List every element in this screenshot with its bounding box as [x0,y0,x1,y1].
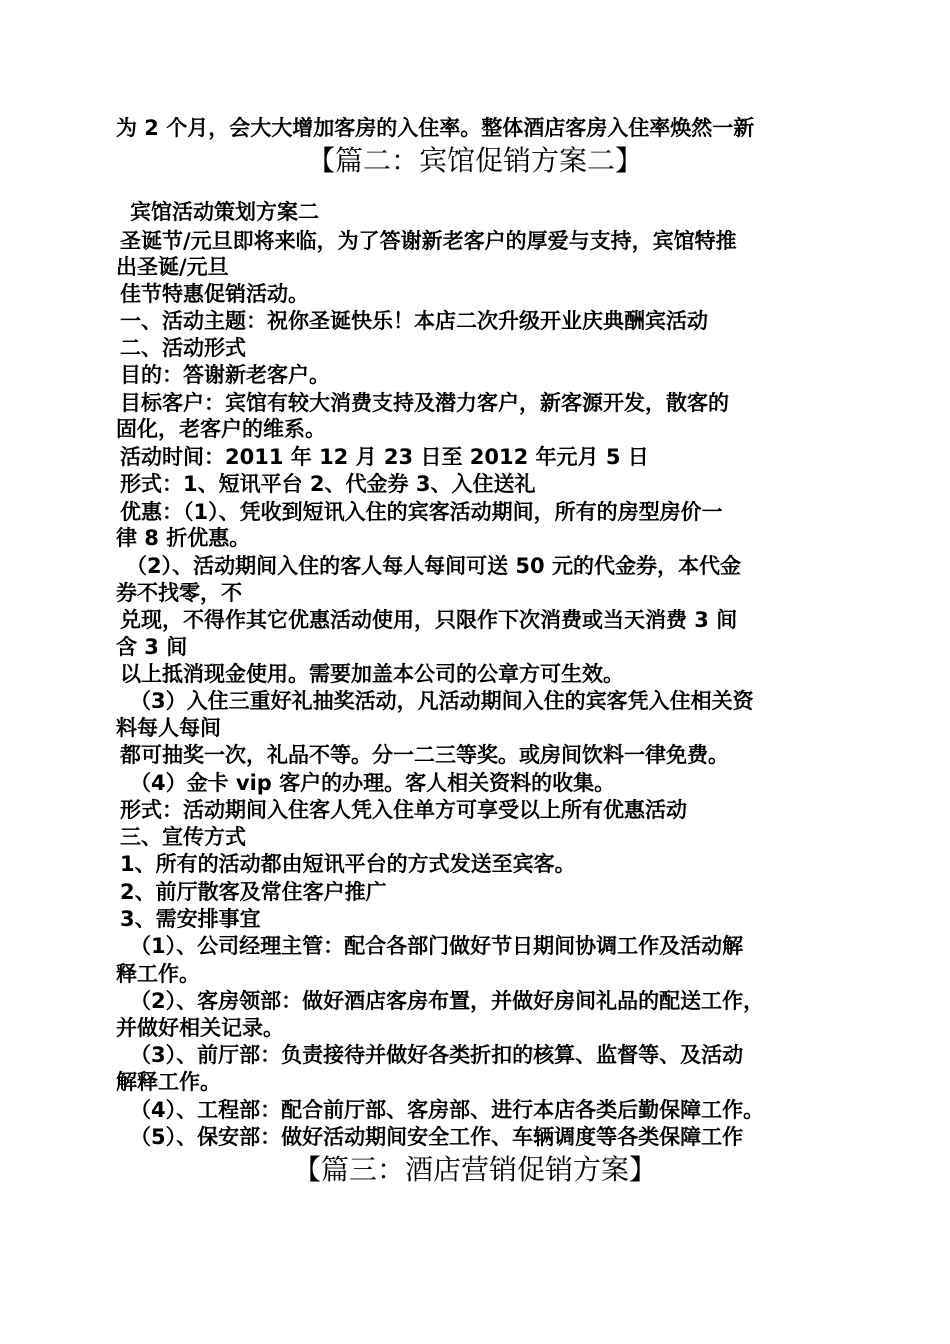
text-line: 2、前厅散客及常住客户推广 [120,880,387,904]
text-line: 固化，老客户的维系。 [116,417,326,441]
section-heading-2: 【篇二：宾馆促销方案二】 [306,144,643,177]
text-line: （2）、活动期间入住的客人每人每间可送 50 元的代金券，本代金 [126,554,741,578]
text-line: （1）、公司经理主管：配合各部门做好节日期间协调工作及活动解 [130,934,744,958]
text-line: 目标客户：宾馆有较大消费支持及潜力客户，新客源开发，散客的 [120,391,729,415]
text-line: 含 3 间 [116,635,188,659]
text-line: 并做好相关记录。 [116,1016,284,1040]
section-heading-3: 【篇三：酒店营销促销方案】 [292,1153,657,1186]
text-line: 券不找零，不 [116,581,242,605]
text-line: 3、需安排事宜 [120,907,261,931]
text-line: 出圣诞/元旦 [116,255,229,279]
text-line: 解释工作。 [116,1070,221,1094]
text-line: 1、所有的活动都由短讯平台的方式发送至宾客。 [120,852,576,876]
text-line: 料每人每间 [116,716,221,740]
text-line: 二、活动形式 [120,336,246,360]
text-line: 佳节特惠促销活动。 [120,282,309,306]
text-line: 形式：活动期间入住客人凭入住单方可享受以上所有优惠活动 [120,798,687,822]
text-line: 以上抵消现金使用。需要加盖本公司的公章方可生效。 [120,662,624,686]
text-line: （4）、工程部：配合前厅部、客房部、进行本店各类后勤保障工作。 [130,1098,765,1122]
text-line: 优惠：（1）、凭收到短讯入住的宾客活动期间，所有的房型房价一 [120,500,723,524]
text-line: （3）入住三重好礼抽奖活动，凡活动期间入住的宾客凭入住相关资 [130,689,754,713]
text-line: 为 2 个月，会大大增加客房的入住率。整体酒店客房入住率焕然一新 [116,116,755,140]
text-line: 圣诞节/元旦即将来临，为了答谢新老客户的厚爱与支持，宾馆特推 [120,229,737,253]
text-line: （5）、保安部：做好活动期间安全工作、车辆调度等各类保障工作 [130,1125,744,1149]
text-line: 目的：答谢新老客户。 [120,363,330,387]
text-line: 一、活动主题：祝你圣诞快乐！本店二次升级开业庆典酬宾活动 [120,309,708,333]
text-line: 活动时间：2011 年 12 月 23 日至 2012 年元月 5 日 [120,445,649,469]
text-line: 律 8 折优惠。 [116,526,251,550]
text-line: 三、宣传方式 [120,825,246,849]
text-line: 兑现，不得作其它优惠活动使用，只限作下次消费或当天消费 3 间 [120,608,738,632]
text-line: 释工作。 [116,962,200,986]
text-line: （2）、客房领部：做好酒店客房布置，并做好房间礼品的配送工作， [130,989,765,1013]
text-line: 都可抽奖一次，礼品不等。分一二三等奖。或房间饮料一律免费。 [120,743,729,767]
text-line: 宾馆活动策划方案二 [130,200,319,224]
text-line: （3）、前厅部：负责接待并做好各类折扣的核算、监督等、及活动 [130,1043,744,1067]
text-line: 形式：1、短讯平台 2、代金券 3、入住送礼 [120,472,536,496]
text-line: （4）金卡 vip 客户的办理。客人相关资料的收集。 [130,771,616,795]
